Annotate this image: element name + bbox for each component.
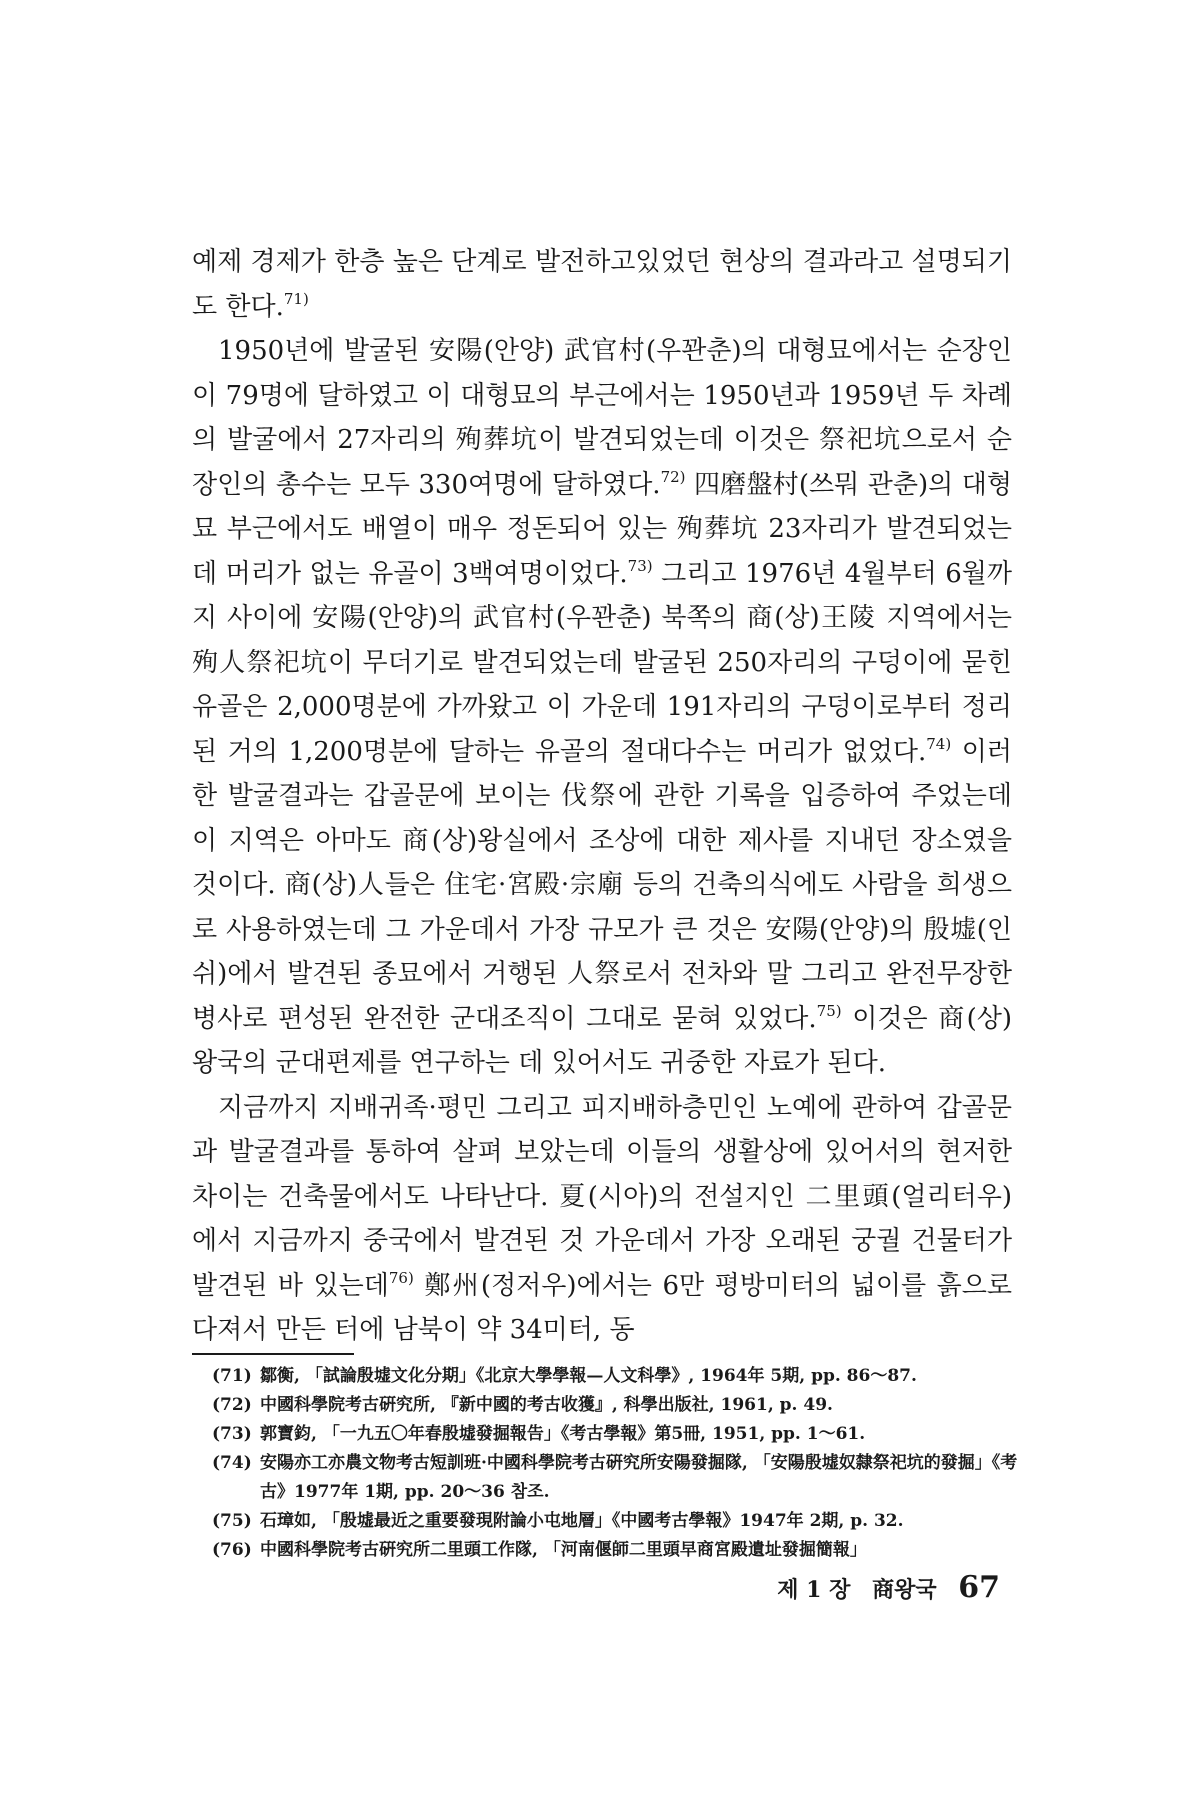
footnote-text: 安陽亦工亦農文物考古短訓班·中國科學院考古硏究所安陽發掘隊, 「安陽殷墟奴隸祭祀坑的發掘」《考古》1977年 1期, pp. 20～36 참조. bbox=[260, 1453, 1018, 1502]
footnote bbox=[212, 1449, 1020, 1507]
footnote-text: 鄒衡, 「試論殷墟文化分期」《北京大學學報—人文科學》, 1964年 5期, pp. 86～87. bbox=[260, 1366, 917, 1386]
footnote-divider bbox=[192, 1353, 354, 1355]
footnote-text: 中國科學院考古硏究所二里頭工作隊, 「河南偃師二里頭早商宮殿遺址發掘簡報」 bbox=[260, 1540, 867, 1560]
paragraph-text: 1950년에 발굴된 安陽(안양) 武官村(우꽌춘)의 대형묘에서는 순장인이 79명에 달하였고 이 대형묘의 부근에서는 1950년과 1959년 두 차례의 발굴에서 27자리의 殉葬坑이 발견되었는데 이것은 祭祀坑으로서 순장인의 총수는 모두 330여명에 달하였다. bbox=[192, 336, 1012, 500]
paragraph bbox=[192, 240, 1012, 329]
footnote-text: 中國科學院考古硏究所, 『新中國的考古收獲』, 科學出版社, 1961, p. 49. bbox=[260, 1395, 833, 1415]
footnote-number: (74) bbox=[212, 1453, 252, 1473]
footnote-text: 郭寶鈞, 「一九五〇年春殷墟發掘報告」《考古學報》第5冊, 1951, pp. 1～61. bbox=[260, 1424, 866, 1444]
footnote-text: 石璋如, 「殷墟最近之重要發現附論小屯地層」《中國考古學報》1947年 2期, p. 32. bbox=[260, 1511, 904, 1531]
paragraph-text: 鄭州(정저우)에서는 6만 평방미터의 넓이를 흙으로 다져서 만든 터에 남북이 약 34미터, 동 bbox=[192, 1270, 1012, 1345]
footnotes bbox=[212, 1362, 1020, 1565]
footnote-number: (73) bbox=[212, 1424, 252, 1444]
footnote-ref: 72) bbox=[660, 467, 686, 486]
paragraph-text: 四磨盤村(쓰뭐 관춘)의 대형묘 부근에서도 배열이 매우 정돈되어 있는 殉葬坑 23자리가 발견되었는데 머리가 없는 유골이 3백여명이었다. bbox=[192, 469, 1012, 589]
paragraph bbox=[192, 329, 1012, 1086]
footnote-number: (72) bbox=[212, 1395, 252, 1415]
footnote-ref: 75) bbox=[816, 1001, 842, 1020]
footnote-number: (71) bbox=[212, 1366, 252, 1386]
footnote bbox=[212, 1391, 1020, 1420]
paragraph-text: 지금까지 지배귀족·평민 그리고 피지배하층민인 노예에 관하여 갑골문과 발굴결과를 통하여 살펴 보았는데 이들의 생활상에 있어서의 현저한 차이는 건축물에서도 나타난다. 夏(시아)의 전설지인 二里頭(얼리터우)에서 지금까지 중국에서 발견된 것 가운데서 가장 오래된 궁궐 건물터가 발견된 바 있는데 bbox=[192, 1092, 1012, 1301]
paragraph-text: 그리고 1976년 4월부터 6월까지 사이에 安陽(안양)의 武官村(우꽌춘) 북쪽의 商(상)王陵 지역에서는 殉人祭祀坑이 무더기로 발견되었는데 발굴된 250자리의 구덩이에 묻힌 유골은 2,000명분에 가까왔고 이 가운데 191자리의 구덩이로부터 정리된 거의 1,200명분에 달하는 유골의 절대다수는 머리가 없었다. bbox=[192, 558, 1013, 767]
footnote-ref: 76) bbox=[388, 1268, 414, 1287]
chapter-title: 商왕국 bbox=[872, 1577, 937, 1603]
paragraph-text: 이러한 발굴결과는 갑골문에 보이는 伐祭에 관한 기록을 입증하여 주었는데 이 지역은 아마도 商(상)왕실에서 조상에 대한 제사를 지내던 장소였을 것이다. 商(상)人들은 住宅·宮殿·宗廟 등의 건축의식에도 사람을 희생으로 사용하였는데 그 가운데서 가장 규모가 큰 것은 安陽(안양)의 殷墟(인쉬)에서 발견된 종묘에서 거행된 人祭로서 전차와 말 그리고 완전무장한 병사로 편성된 완전한 군대조직이 그대로 묻혀 있었다. bbox=[192, 736, 1013, 1034]
paragraph-text: 이것은 商(상)왕국의 군대편제를 연구하는 데 있어서도 귀중한 자료가 된다. bbox=[192, 1003, 1013, 1078]
page-number: 67 bbox=[958, 1570, 1000, 1605]
footnote bbox=[212, 1536, 1020, 1565]
footnote-ref: 71) bbox=[283, 289, 309, 308]
footnote bbox=[212, 1362, 1020, 1391]
main-text bbox=[192, 240, 1012, 1353]
running-footer bbox=[0, 1570, 1000, 1605]
footnote-ref: 74) bbox=[926, 734, 952, 753]
footnote-ref: 73) bbox=[627, 556, 653, 575]
footnote-number: (75) bbox=[212, 1511, 252, 1531]
paragraph-text: 예제 경제가 한층 높은 단계로 발전하고있었던 현상의 결과라고 설명되기도 한다. bbox=[192, 247, 1012, 322]
footnote bbox=[212, 1507, 1020, 1536]
paragraph bbox=[192, 1086, 1012, 1353]
chapter-label: 제 1 장 bbox=[777, 1577, 851, 1603]
footnote bbox=[212, 1420, 1020, 1449]
footnote-number: (76) bbox=[212, 1540, 252, 1560]
